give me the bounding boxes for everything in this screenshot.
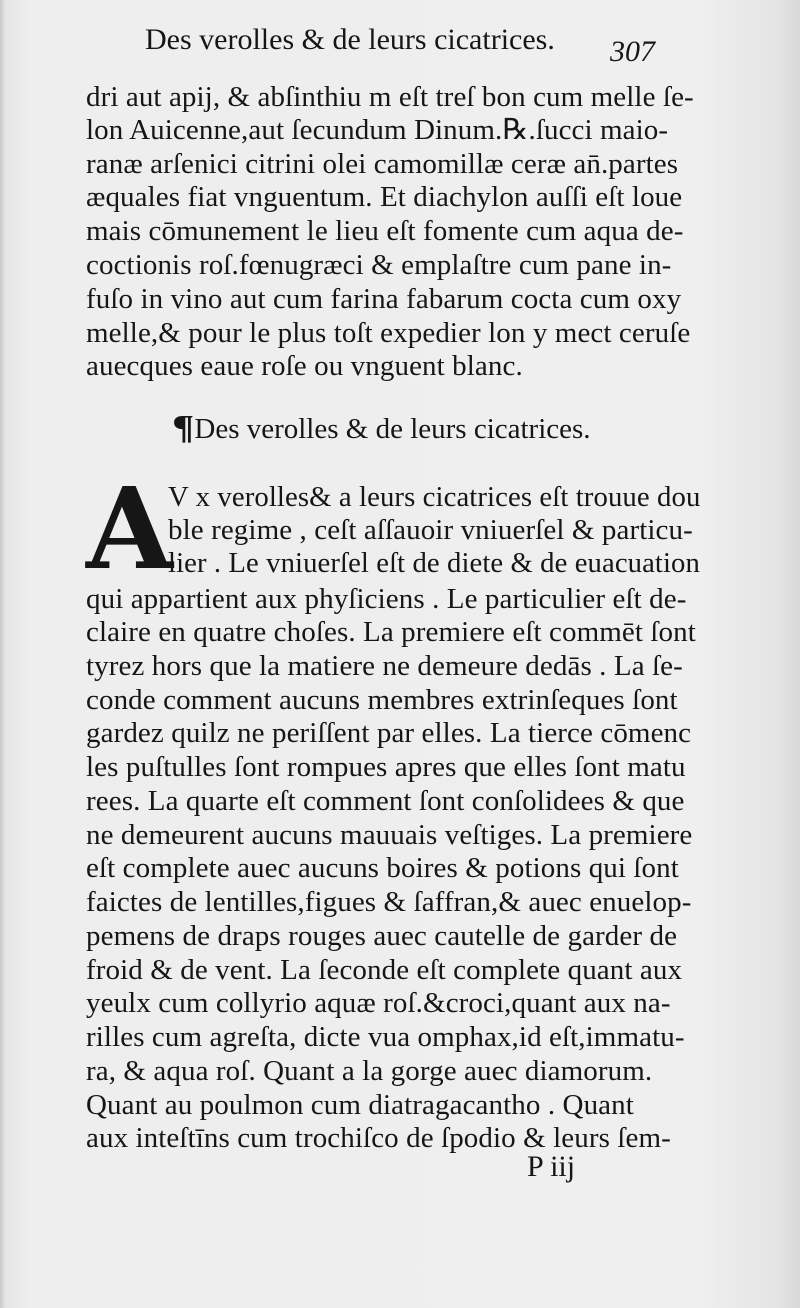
running-head: Des verolles & de leurs cicatrices. bbox=[145, 23, 555, 56]
text-line: yeulx cum collyrio aquæ roſ.&croci,quant aux na- bbox=[86, 987, 671, 1019]
text-line: mais cōmunement le lieu eſt fomente cum aqua de- bbox=[86, 215, 684, 247]
text-line: ne demeurent aucuns mauuais veſtiges. La premiere bbox=[86, 819, 693, 851]
text-line: V x verolles& a leurs cicatrices eſt trouue dou bbox=[168, 481, 701, 513]
section-heading bbox=[174, 410, 591, 447]
text-line: rilles cum agreſta, dicte vua omphax,id eſt,immatu- bbox=[86, 1021, 685, 1053]
text-line: melle,& pour le plus toſt expedier lon y mect ceruſe bbox=[86, 317, 691, 349]
text-line: gardez quilz ne periſſent par elles. La tierce cōmenc bbox=[86, 717, 692, 749]
drop-cap: A bbox=[86, 464, 173, 595]
text-line: aux inteſtīns cum trochiſco de ſpodio & leurs ſem- bbox=[86, 1122, 671, 1154]
section-heading-text: Des verolles & de leurs cicatrices. bbox=[194, 413, 591, 445]
text-line: coctionis roſ.fœnugræci & emplaſtre cum pane in- bbox=[86, 249, 672, 281]
text-line: rees. La quarte eſt comment ſont conſolidees & que bbox=[86, 785, 685, 817]
text-line: les puſtulles ſont rompues apres que elles ſont matu bbox=[86, 751, 686, 783]
signature-mark: P iij bbox=[527, 1150, 576, 1183]
text-line: conde comment aucuns membres extrinſeques ſont bbox=[86, 684, 678, 716]
text-line: froid & de vent. La ſeconde eſt complete quant aux bbox=[86, 954, 683, 986]
text-line: claire en quatre choſes. La premiere eſt commēt ſont bbox=[86, 616, 696, 648]
text-line: ble regime , ceſt aſſauoir vniuerſel & particu- bbox=[168, 514, 693, 546]
text-line: qui appartient aux phyſiciens . Le particulier eſt de- bbox=[86, 583, 687, 615]
text-line: pemens de draps rouges auec cautelle de garder de bbox=[86, 920, 678, 952]
text-line: dri aut apij, & abſinthiu m eſt treſ bon cum melle ſe- bbox=[86, 81, 694, 113]
text-line: eſt complete auec aucuns boires & potions qui ſont bbox=[86, 852, 679, 884]
text-line: æquales fiat vnguentum. Et diachylon auſſi eſt loue bbox=[86, 181, 683, 213]
text-line: fuſo in vino aut cum farina fabarum cocta cum oxy bbox=[86, 283, 682, 315]
page-number: 307 bbox=[610, 35, 655, 68]
text-line: lier . Le vniuerſel eſt de diete & de euacuation bbox=[168, 547, 700, 579]
text-line: Quant au poulmon cum diatragacantho . Quant bbox=[86, 1089, 634, 1121]
pilcrow-icon: ¶ bbox=[172, 409, 195, 446]
text-line: auecques eaue roſe ou vnguent blanc. bbox=[86, 350, 523, 382]
text-line: faictes de lentilles,figues & ſaffran,& auec enuelop- bbox=[86, 886, 692, 918]
text-line: lon Auicenne,aut ſecundum Dinum.℞.ſucci maio- bbox=[86, 114, 669, 146]
text-line: ranæ arſenici citrini olei camomillæ ceræ an̄.partes bbox=[86, 148, 679, 180]
text-line: tyrez hors que la matiere ne demeure dedās . La ſe- bbox=[86, 650, 683, 682]
text-line: ra, & aqua roſ. Quant a la gorge auec diamorum. bbox=[86, 1055, 653, 1087]
